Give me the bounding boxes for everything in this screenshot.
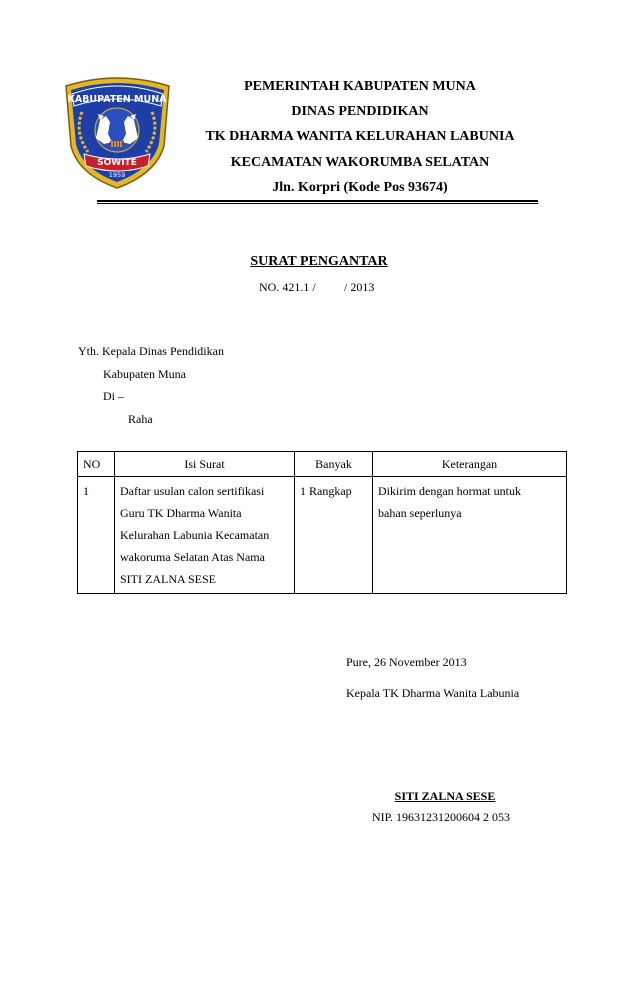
cell-keterangan	[373, 477, 567, 594]
column-header-no: NO	[78, 452, 115, 477]
column-header-isi-surat: Isi Surat	[115, 452, 295, 477]
kabupaten-muna-emblem	[60, 72, 175, 190]
signature-name: SITI ZALNA SESE	[394, 789, 496, 803]
letterhead-agency: DINAS PENDIDIKAN	[291, 104, 429, 119]
letterhead-rule-thin	[97, 203, 538, 204]
addressee-at: Di –	[103, 389, 124, 403]
logo-bottom-text: SOWITE	[97, 158, 137, 168]
isi-surat-line: Guru TK Dharma Wanita	[120, 506, 242, 520]
letter-title: SURAT PENGANTAR	[250, 254, 388, 269]
keterangan-line: Dikirim dengan hormat untuk	[378, 484, 521, 498]
isi-surat-line: SITI ZALNA SESE	[120, 572, 216, 586]
isi-surat-line: Daftar usulan calon sertifikasi	[120, 484, 265, 498]
letter-number-prefix: NO. 421.1 /	[259, 280, 316, 294]
cell-isi-surat	[115, 477, 295, 594]
keterangan-line: bahan seperlunya	[378, 506, 462, 520]
addressee-regency: Kabupaten Muna	[103, 367, 186, 381]
addressee-recipient: Yth. Kepala Dinas Pendidikan	[78, 344, 224, 358]
addressee-city: Raha	[128, 412, 153, 426]
isi-surat-line: wakoruma Selatan Atas Nama	[120, 550, 265, 564]
column-header-keterangan: Keterangan	[373, 452, 567, 477]
letterhead-address: Jln. Korpri (Kode Pos 93674)	[272, 180, 448, 195]
letterhead-district: KECAMATAN WAKORUMBA SELATAN	[230, 155, 490, 170]
signature-nip: NIP. 19631231200604 2 053	[372, 810, 511, 824]
cell-no: 1	[78, 477, 115, 594]
signature-position: Kepala TK Dharma Wanita Labunia	[346, 686, 520, 700]
isi-surat-line: Kelurahan Labunia Kecamatan	[120, 528, 270, 542]
logo-year-text: 1959	[108, 171, 126, 179]
column-header-banyak: Banyak	[295, 452, 373, 477]
letterhead-school: TK DHARMA WANITA KELURAHAN LABUNIA	[205, 129, 515, 144]
logo-top-text: KABUPATEN MUNA	[67, 94, 167, 105]
table-row	[78, 477, 567, 594]
letterhead-rule-thick	[97, 200, 538, 202]
table-header-row	[78, 452, 567, 477]
letter-number-suffix: / 2013	[344, 280, 375, 294]
letter-contents-table	[77, 451, 567, 594]
signature-place-date: Pure, 26 November 2013	[346, 655, 467, 669]
letterhead-government: PEMERINTAH KABUPATEN MUNA	[244, 79, 476, 94]
cell-banyak: 1 Rangkap	[295, 477, 373, 594]
